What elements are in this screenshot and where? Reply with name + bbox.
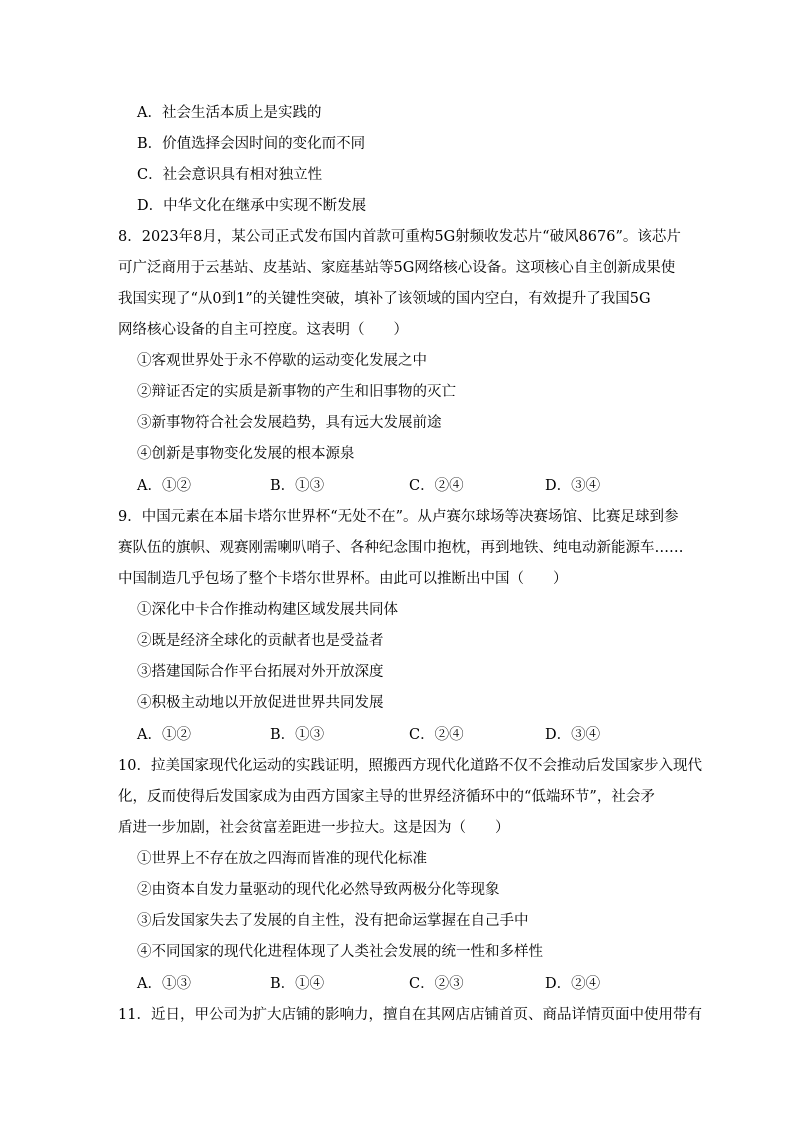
q8-statement-2: ②辩证否定的实质是新事物的产生和旧事物的灭亡 — [137, 384, 456, 400]
q9-stem-line-1: 9．中国元素在本届卡塔尔世界杯“无处不在”。从卢赛尔球场等决赛场馆、比赛足球到参 — [118, 509, 679, 525]
q10-stem-line-2: 化，反而使得后发国家成为由西方国家主导的世界经济循环中的“低端环节”，社会矛 — [118, 789, 655, 805]
q10-choice-c: C．②③ — [409, 976, 464, 992]
q9-stem-line-2: 赛队伍的旗帜、观赛刚需喇叭哨子、各种纪念围巾抱枕，再到地铁、纯电动新能源车…… — [118, 540, 684, 556]
q8-stem-line-1: 8．2023年8月，某公司正式发布国内首款可重构5G射频收发芯片“破风8676”。该芯片 — [118, 229, 681, 245]
q9-statement-2: ②既是经济全球化的贡献者也是受益者 — [137, 633, 384, 649]
q8-statement-1: ①客观世界处于永不停歇的运动变化发展之中 — [137, 353, 427, 369]
q8-stem-line-3: 我国实现了“从0到1”的关键性突破，填补了该领域的国内空白，有效提升了我国5G — [118, 291, 651, 307]
q8-choices — [137, 476, 677, 496]
q10-statement-1: ①世界上不存在放之四海而皆准的现代化标准 — [137, 851, 427, 867]
q9-statement-3: ③搭建国际合作平台拓展对外开放深度 — [137, 664, 384, 680]
q7-option-a: A．社会生活本质上是实践的 — [137, 105, 322, 121]
q9-choices — [137, 725, 677, 745]
q9-choice-c: C．②④ — [409, 727, 464, 743]
q10-choices — [137, 974, 677, 994]
q10-choice-d: D．②④ — [545, 976, 601, 992]
q7-option-b: B．价值选择会因时间的变化而不同 — [137, 136, 366, 152]
q8-choice-a: A．①② — [137, 478, 191, 494]
q10-stem-line-1: 10．拉美国家现代化运动的实践证明，照搬西方现代化道路不仅不会推动后发国家步入现代 — [118, 758, 702, 774]
q10-choice-a: A．①③ — [137, 976, 191, 992]
q7-option-c: C．社会意识具有相对独立性 — [137, 167, 323, 183]
q9-choice-d: D．③④ — [545, 727, 601, 743]
q8-choice-b: B．①③ — [270, 478, 325, 494]
q10-statement-3: ③后发国家失去了发展的自主性，没有把命运掌握在自己手中 — [137, 913, 529, 929]
q8-statement-3: ③新事物符合社会发展趋势，具有远大发展前途 — [137, 415, 442, 431]
q9-statement-1: ①深化中卡合作推动构建区域发展共同体 — [137, 602, 398, 618]
q9-stem-line-3: 中国制造几乎包场了整个卡塔尔世界杯。由此可以推断出中国（ ） — [118, 571, 568, 587]
q8-choice-d: D．③④ — [545, 478, 601, 494]
q8-stem-line-4: 网络核心设备的自主可控度。这表明（ ） — [118, 322, 408, 338]
q9-choice-b: B．①③ — [270, 727, 325, 743]
q10-choice-b: B．①④ — [270, 976, 325, 992]
q11-stem-line-1: 11．近日，甲公司为扩大店铺的影响力，擅自在其网店店铺首页、商品详情页面中使用带有 — [118, 1007, 702, 1023]
q10-statement-2: ②由资本自发力量驱动的现代化必然导致两极分化等现象 — [137, 882, 500, 898]
q9-statement-4: ④积极主动地以开放促进世界共同发展 — [137, 695, 384, 711]
q8-statement-4: ④创新是事物变化发展的根本源泉 — [137, 446, 355, 462]
q8-choice-c: C．②④ — [409, 478, 464, 494]
q10-stem-line-3: 盾进一步加剧，社会贫富差距进一步拉大。这是因为（ ） — [118, 820, 510, 836]
q9-choice-a: A．①② — [137, 727, 191, 743]
q10-statement-4: ④不同国家的现代化进程体现了人类社会发展的统一性和多样性 — [137, 944, 543, 960]
q8-stem-line-2: 可广泛商用于云基站、皮基站、家庭基站等5G网络核心设备。这项核心自主创新成果使 — [118, 260, 676, 276]
q7-option-d: D．中华文化在继承中实现不断发展 — [137, 198, 367, 214]
